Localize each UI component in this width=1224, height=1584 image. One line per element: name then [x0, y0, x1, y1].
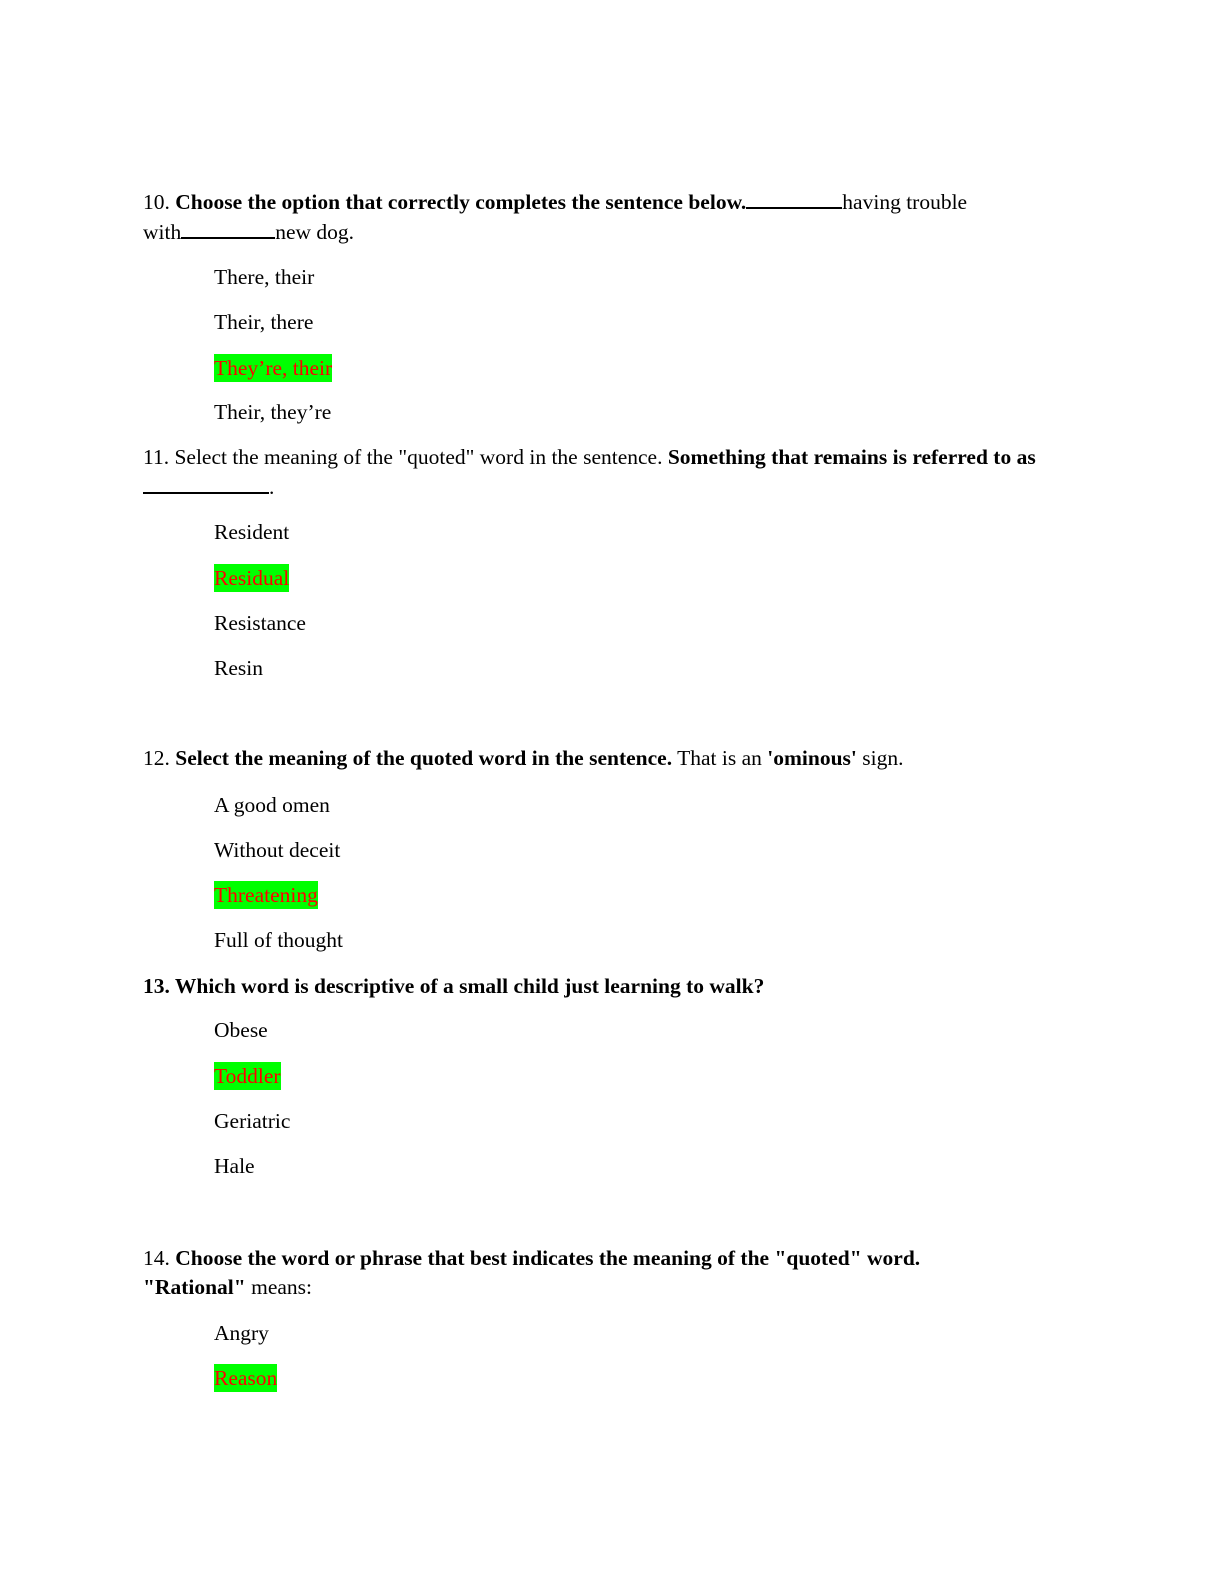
option-12-c-correct: Threatening — [214, 883, 318, 907]
question-number: 12. — [143, 746, 170, 770]
question-text: Select the meaning of the "quoted" word in the sentence. — [174, 445, 663, 469]
question-number: 10. — [143, 190, 170, 214]
answer-blank — [746, 187, 842, 209]
question-13 — [143, 972, 1063, 1001]
option-14-b-correct: Reason — [214, 1366, 278, 1390]
question-10 — [143, 187, 1063, 247]
question-prompt: 13. Which word is descriptive of a small child just learning to walk? — [143, 974, 765, 998]
question-text: That is an — [677, 746, 762, 770]
quoted-word: 'ominous' — [767, 746, 857, 770]
answer-blank — [181, 217, 275, 239]
option-10-c-correct: They’re, their — [214, 356, 333, 380]
option-10-b: Their, there — [214, 310, 314, 334]
question-prompt: Something that remains is referred to as — [667, 445, 1036, 469]
question-11 — [143, 443, 1063, 502]
question-text: with — [143, 220, 182, 244]
question-prompt: Choose the option that correctly completes the sentence below. — [175, 190, 747, 214]
option-13-a: Obese — [214, 1018, 268, 1042]
quoted-word: "Rational" — [143, 1275, 246, 1299]
option-13-c: Geriatric — [214, 1109, 291, 1133]
option-12-d: Full of thought — [214, 928, 344, 952]
option-11-a: Resident — [214, 520, 290, 544]
question-14 — [143, 1244, 1063, 1302]
option-14-a: Angry — [214, 1321, 269, 1345]
question-text: new dog. — [275, 220, 355, 244]
option-10-a: There, their — [214, 265, 315, 289]
question-number: 11. — [143, 445, 170, 469]
option-13-d: Hale — [214, 1154, 255, 1178]
option-13-b-correct: Toddler — [214, 1064, 281, 1088]
question-12 — [143, 744, 1063, 773]
question-prompt: Select the meaning of the quoted word in the sentence. — [175, 746, 673, 770]
question-prompt: Choose the word or phrase that best indicates the meaning of the "quoted" word. — [175, 1246, 921, 1270]
question-text: having trouble — [842, 190, 968, 214]
answer-blank — [143, 472, 269, 494]
option-11-d: Resin — [214, 656, 263, 680]
question-text: means: — [251, 1275, 312, 1299]
option-10-d: Their, they’re — [214, 400, 332, 424]
option-12-b: Without deceit — [214, 838, 341, 862]
option-11-b-correct: Residual — [214, 566, 290, 590]
question-text: . — [269, 475, 275, 499]
question-number: 14. — [143, 1246, 170, 1270]
question-text: sign. — [862, 746, 904, 770]
option-11-c: Resistance — [214, 611, 306, 635]
option-12-a: A good omen — [214, 793, 330, 817]
